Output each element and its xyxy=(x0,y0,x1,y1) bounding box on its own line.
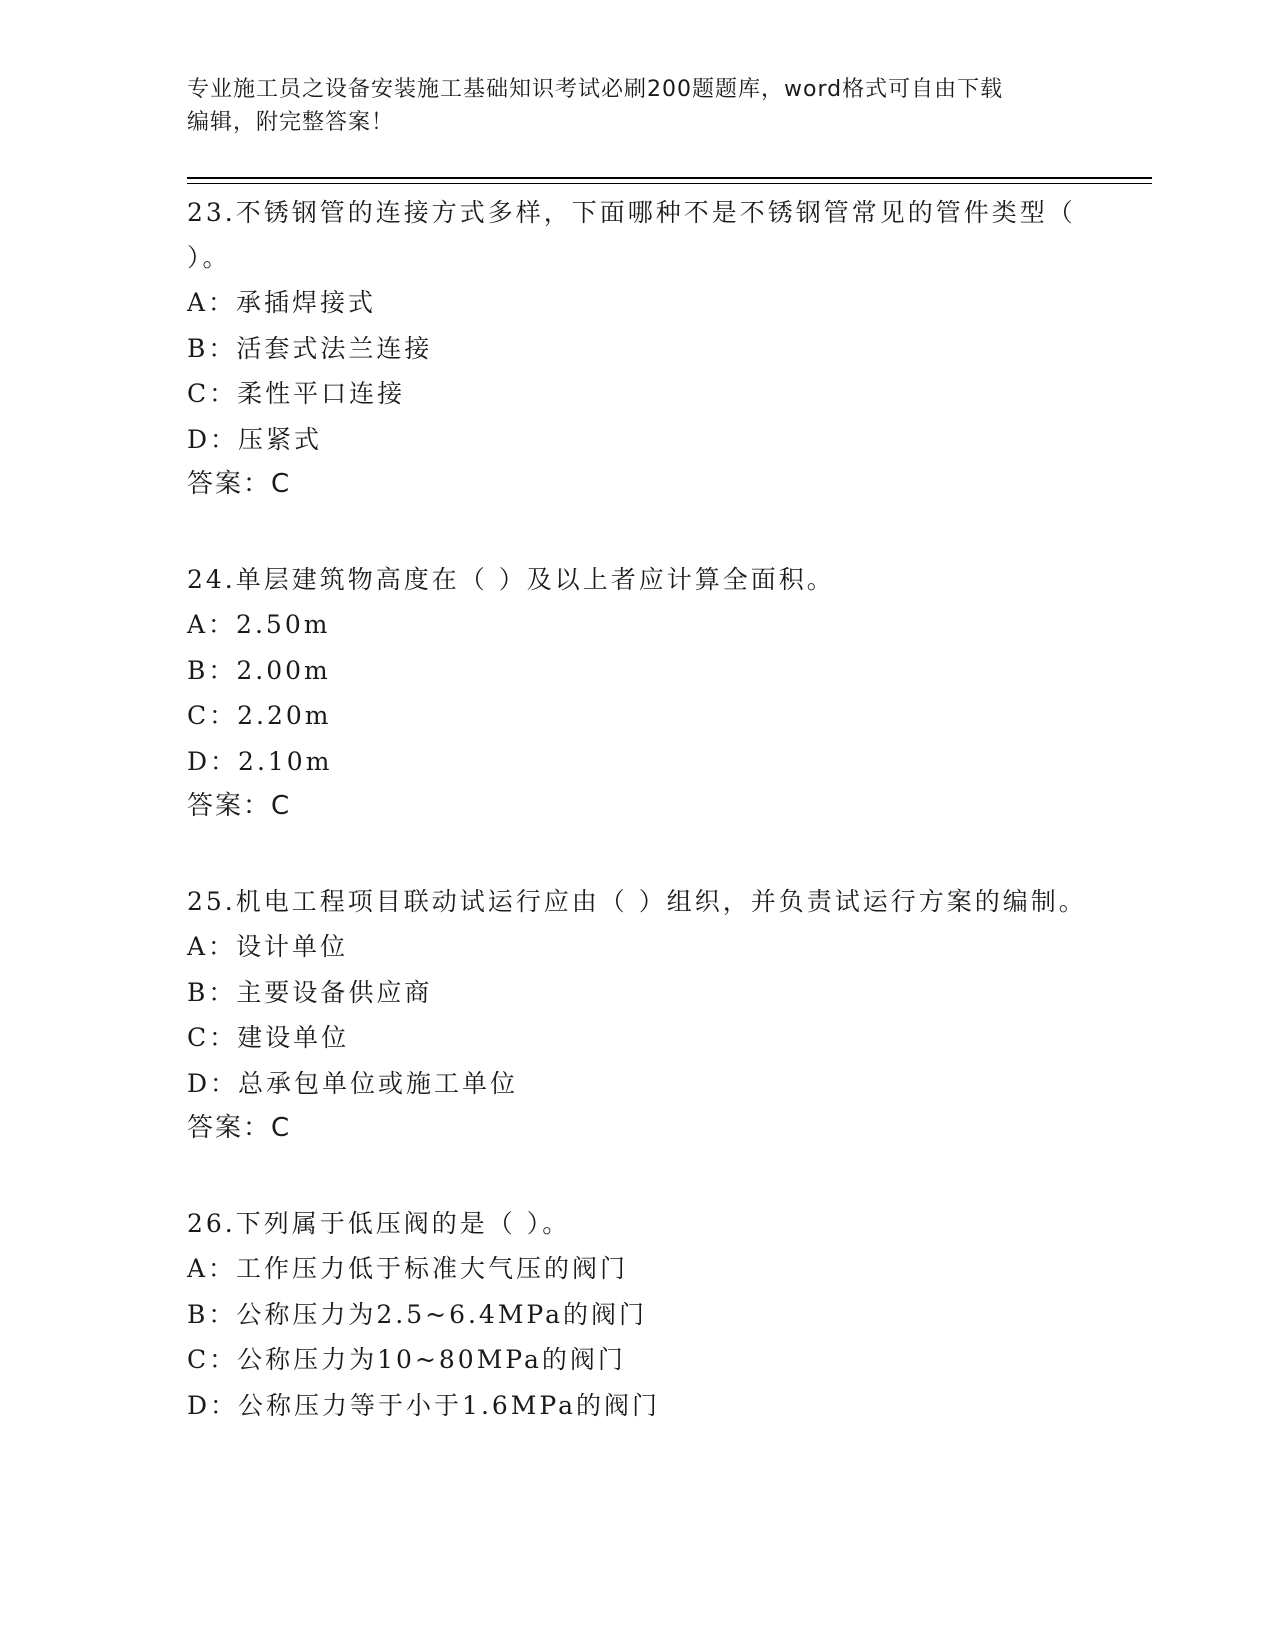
question-stem: 24.单层建筑物高度在（ ）及以上者应计算全面积。 xyxy=(187,565,835,594)
question-stem: 26.下列属于低压阀的是（ ）。 xyxy=(187,1209,571,1238)
option-b: B：公称压力为2.5~6.4MPa的阀门 xyxy=(187,1299,648,1329)
question-item xyxy=(187,1198,1087,1428)
header-rule-thin xyxy=(187,183,1152,184)
document-header xyxy=(187,73,1067,139)
option-d: D：公称压力等于小于1.6MPa的阀门 xyxy=(187,1390,661,1420)
option-c: C：建设单位 xyxy=(187,1023,350,1052)
spacer xyxy=(187,507,1087,554)
answer: 答案：C xyxy=(187,1113,292,1143)
option-c: C：公称压力为10~80MPa的阀门 xyxy=(187,1345,626,1374)
answer: 答案：C xyxy=(187,469,292,499)
option-a: A：工作压力低于标准大气压的阀门 xyxy=(187,1254,629,1283)
spacer xyxy=(187,829,1087,876)
option-b: B：主要设备供应商 xyxy=(187,977,433,1007)
option-c: C：2.20m xyxy=(187,701,332,730)
option-b: B：活套式法兰连接 xyxy=(187,333,433,363)
header-line-1: 专业施工员之设备安装施工基础知识考试必刷200题题库，word格式可自由下载 xyxy=(187,77,1004,102)
option-a: A：承插焊接式 xyxy=(187,288,377,317)
option-a: A：2.50m xyxy=(187,610,331,639)
question-list xyxy=(187,187,1087,1428)
question-item xyxy=(187,187,1087,507)
option-d: D：2.10m xyxy=(187,746,333,776)
question-stem: 23.不锈钢管的连接方式多样，下面哪种不是不锈钢管常见的管件类型（ ）。 xyxy=(187,198,1076,272)
option-d: D：压紧式 xyxy=(187,424,323,454)
option-c: C：柔性平口连接 xyxy=(187,379,406,408)
answer: 答案：C xyxy=(187,791,292,821)
option-d: D：总承包单位或施工单位 xyxy=(187,1068,519,1098)
question-item xyxy=(187,554,1087,829)
spacer xyxy=(187,1151,1087,1198)
question-stem: 25.机电工程项目联动试运行应由（ ）组织，并负责试运行方案的编制。 xyxy=(187,887,1087,916)
header-line-2: 编辑，附完整答案！ xyxy=(187,110,395,135)
option-a: A：设计单位 xyxy=(187,932,349,961)
question-item xyxy=(187,876,1087,1151)
option-b: B：2.00m xyxy=(187,655,331,685)
header-rule-thick xyxy=(187,177,1152,179)
